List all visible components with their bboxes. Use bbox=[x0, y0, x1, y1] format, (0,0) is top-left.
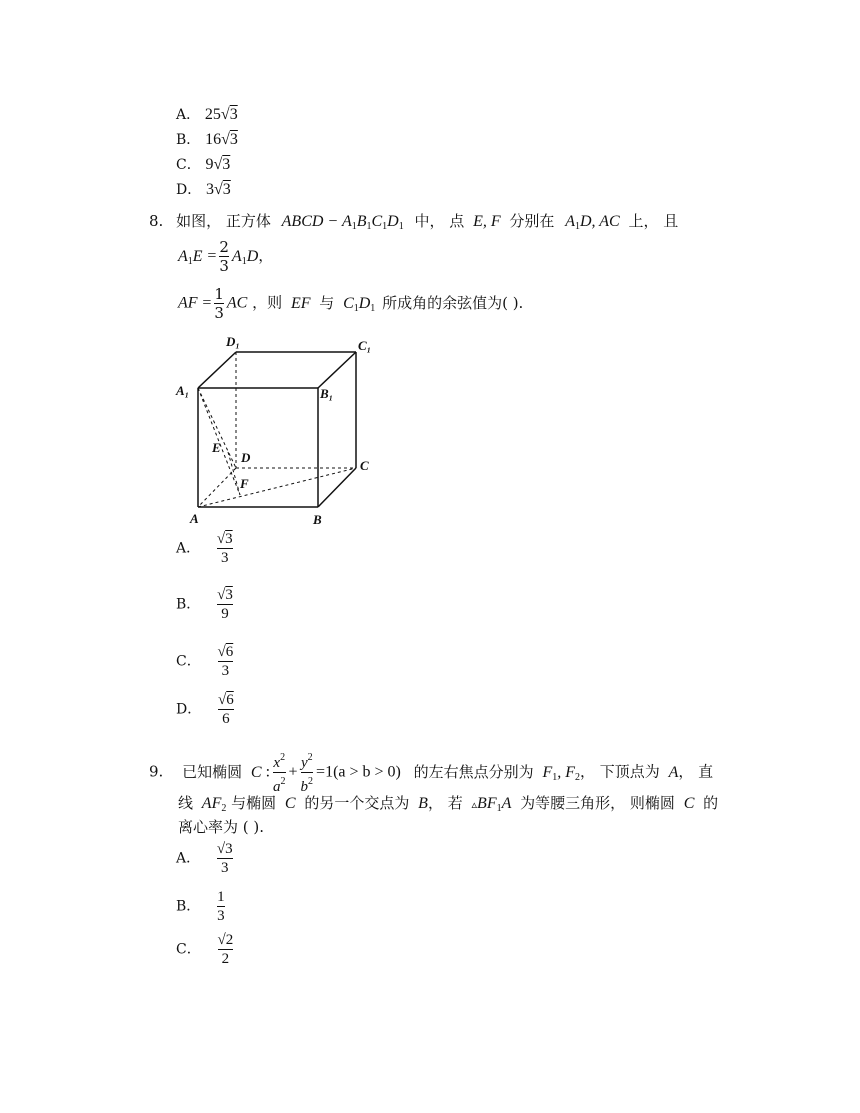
q8-option-d: D． $\frac{√6}{6}$ bbox=[176, 692, 234, 727]
option-label: A． bbox=[176, 850, 201, 867]
option-label: D． bbox=[176, 182, 202, 198]
label-a1: A₁ bbox=[176, 383, 190, 398]
q8-line2: $A_1E$ = $\frac{2}{3}$ $A_1D$， bbox=[178, 238, 274, 275]
option-label: A． bbox=[176, 540, 201, 557]
q9-intro: 已知椭圆 bbox=[182, 762, 243, 781]
q9-vertex-text: ， 下顶点为 bbox=[580, 762, 660, 781]
q9-line1: 9. 已知椭圆 C : $\frac{x^2}{a^2}$ + $\frac{y^2}{b^2}$ =1(a > b > 0) 的左右焦点分别为 $F_1$, $F_2$， 下顶点为 A， 直 bbox=[149, 752, 714, 795]
q9-a: A bbox=[668, 763, 679, 781]
option-label: B． bbox=[176, 898, 201, 915]
q9-line2c: 的另一个交点为 bbox=[304, 794, 410, 812]
q9-question: 离心率为 ( ). bbox=[178, 818, 265, 836]
q8-line2-end: ， bbox=[258, 246, 274, 265]
q9-line2f: 的 bbox=[703, 794, 719, 812]
option-value: 3 bbox=[206, 181, 215, 198]
q9-option-b: B． $\frac{1}{3}$ bbox=[176, 889, 225, 924]
question-number: 9. bbox=[149, 762, 164, 781]
option-radicand: 3 bbox=[222, 181, 231, 198]
option-label: C． bbox=[176, 157, 201, 173]
q9-end1: ， 直 bbox=[678, 762, 714, 781]
q8-option-c: C． $\frac{√6}{3}$ bbox=[176, 644, 234, 679]
q9-option-a: A． $\frac{√3}{3}$ bbox=[176, 841, 233, 876]
option-radicand: 3 bbox=[229, 131, 238, 148]
q7-option-c: C． 9√3 bbox=[176, 156, 231, 173]
option-radicand: 3 bbox=[229, 106, 238, 123]
q8-middle: 中， 点 bbox=[414, 212, 465, 230]
q9-condition: =1(a > b > 0) bbox=[316, 763, 401, 781]
q9-line2d: ， 若 bbox=[427, 794, 463, 812]
q9-b: B bbox=[418, 795, 428, 812]
label-d1: D₁ bbox=[226, 334, 240, 349]
label-e: E bbox=[212, 440, 221, 455]
q9-line3 bbox=[178, 820, 264, 835]
q8-line1: 8. 如图， 正方体 ABCD − $A_1B_1C_1D_1$ 中， 点 E, F 分别在 $A_1D$, AC 上， 且 bbox=[149, 212, 679, 232]
option-value: 9 bbox=[205, 156, 214, 173]
q9-line2: 线 $AF_2$ 与椭圆 C 的另一个交点为 B， 若 $▵BF_1A$ 为等腰三角形， 则椭圆 C 的 bbox=[178, 794, 719, 814]
q9-line2b: 与椭圆 bbox=[231, 794, 277, 812]
q9-option-c: C． $\frac{√2}{2}$ bbox=[176, 932, 234, 967]
option-label: D． bbox=[176, 701, 202, 718]
q8-with: 与 bbox=[319, 293, 335, 312]
option-radicand: 3 bbox=[222, 156, 231, 173]
q9-line2a: 线 bbox=[178, 794, 194, 812]
q8-option-a: A． $\frac{√3}{3}$ bbox=[176, 531, 233, 566]
option-label: C． bbox=[176, 941, 201, 958]
q9-focus-text: 的左右焦点分别为 bbox=[413, 762, 534, 781]
option-label: C． bbox=[176, 653, 201, 670]
q8-on: 上， 且 bbox=[628, 212, 679, 230]
label-a: A bbox=[190, 511, 199, 526]
option-label: B． bbox=[176, 132, 201, 148]
q8-split: 分别在 bbox=[509, 212, 555, 230]
label-b: B bbox=[313, 512, 322, 527]
label-c1: C₁ bbox=[358, 338, 372, 353]
q7-option-b: B． 16√3 bbox=[176, 131, 238, 148]
label-c: C bbox=[360, 458, 369, 473]
q7-option-a: A． 25√3 bbox=[176, 106, 238, 123]
q8-then: ，则 bbox=[252, 293, 283, 312]
q8-option-b: B． $\frac{√3}{9}$ bbox=[176, 587, 233, 622]
option-value: 16 bbox=[205, 131, 222, 148]
q8-line3: AF = $\frac{1}{3}$ AC ，则 EF 与 $C_1D_1$ 所成角的余弦值为( ). bbox=[178, 285, 524, 322]
cube-figure bbox=[170, 330, 390, 530]
q8-question: 所成角的余弦值为( ). bbox=[382, 293, 524, 312]
label-b1: B₁ bbox=[320, 386, 334, 401]
q9-line2e: 为等腰三角形， 则椭圆 bbox=[520, 794, 675, 812]
option-value: 25 bbox=[204, 106, 221, 123]
q8-intro: 如图， 正方体 bbox=[176, 212, 271, 230]
label-d: D bbox=[241, 450, 251, 465]
question-number: 8. bbox=[149, 212, 164, 230]
option-label: A． bbox=[176, 107, 201, 123]
q8-ef: E, F bbox=[473, 213, 501, 230]
label-f: F bbox=[240, 476, 249, 491]
option-label: B． bbox=[176, 596, 201, 613]
q7-option-d: D． 3√3 bbox=[176, 181, 231, 198]
